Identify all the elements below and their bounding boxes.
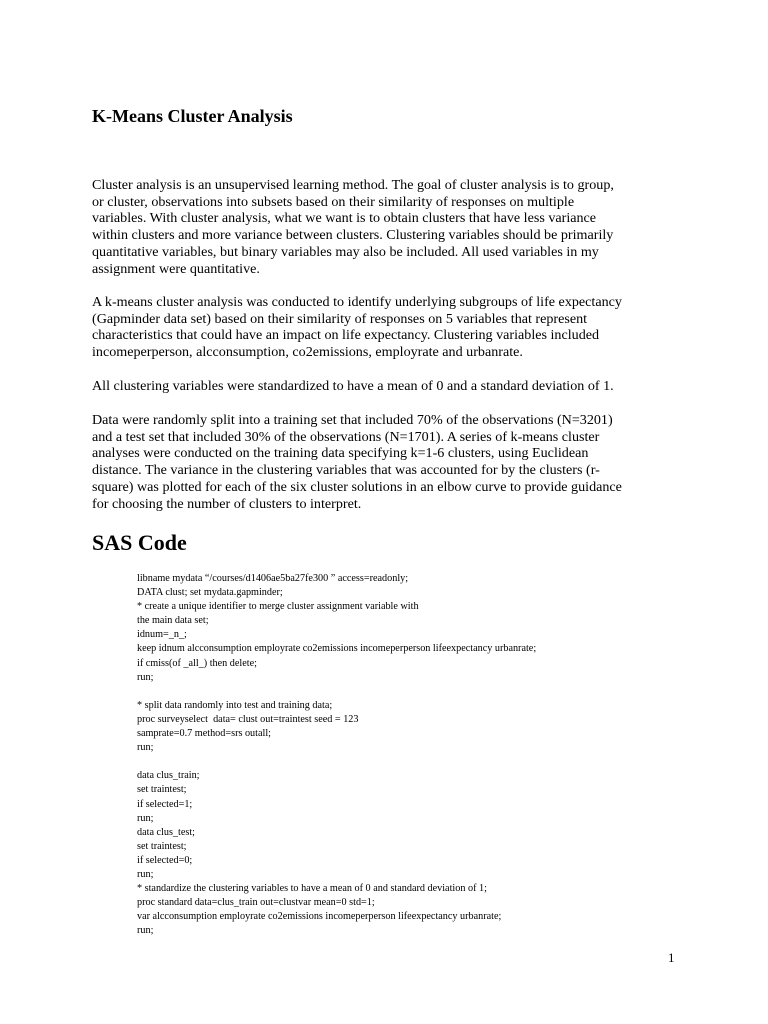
paragraph-line: incomeperperson, alcconsumption, co2emissions, employrate and urbanrate. [92, 344, 523, 361]
code-line: data clus_test; [137, 826, 195, 838]
paragraph-line: and a test set that included 30% of the observations (N=1701). A series of k-means cluster [92, 428, 600, 445]
code-line: run; [137, 868, 154, 880]
code-line [137, 685, 536, 699]
paragraph-method [92, 294, 692, 361]
code-line: idnum=_n_; [137, 629, 187, 641]
paragraph-line: within clusters and more variance between clusters. Clustering variables should be primarily [92, 227, 614, 244]
code-line: run; [137, 742, 154, 754]
paragraph-line: characteristics that could have an impact on life expectancy. Clustering variables included [92, 327, 600, 344]
paragraph-line: (Gapminder data set) based on their similarity of responses on 5 variables that represent [92, 310, 588, 327]
paragraph-line: variables. With cluster analysis, what we want is to obtain clusters that have less variance [92, 210, 597, 227]
code-line: data clus_train; [137, 770, 200, 782]
code-line: if selected=1; [137, 798, 193, 810]
code-line: if selected=0; [137, 854, 193, 866]
section-heading-sas-code: SAS Code [92, 530, 187, 555]
paragraph-line: square) was plotted for each of the six cluster solutions in an elbow curve to provide guidance [92, 478, 622, 495]
paragraph-line: analyses were conducted on the training data specifying k=1-6 clusters, using Euclidean [92, 445, 589, 462]
code-line: run; [137, 812, 154, 824]
paragraph-line: A k-means cluster analysis was conducted to identify underlying subgroups of life expectancy [92, 294, 622, 310]
code-line: the main data set; [137, 615, 209, 627]
code-line: libname mydata “/courses/d1406ae5ba27fe300 ” access=readonly; [137, 573, 409, 584]
code-line: set traintest; [137, 840, 187, 852]
code-line [137, 755, 536, 769]
paragraph-line: quantitative variables, but binary variables may also be included. All used variables in my [92, 243, 599, 260]
paragraph-line: Data were randomly split into a training set that included 70% of the observations (N=3201) [92, 412, 613, 428]
code-line: keep idnum alcconsumption employrate co2emissions incomeperperson lifeexpectancy urbanrate; [137, 643, 537, 655]
page-number: 1 [668, 950, 675, 965]
paragraph-standardization [92, 378, 692, 395]
code-line: run; [137, 671, 154, 683]
code-line: if cmiss(of _all_) then delete; [137, 657, 257, 669]
code-line: DATA clust; set mydata.gapminder; [137, 587, 283, 599]
code-line: run; [137, 925, 154, 937]
paragraph-line: All clustering variables were standardized to have a mean of 0 and a standard deviation of 1. [92, 378, 614, 394]
paragraph-data-split [92, 412, 692, 512]
sas-code-block [137, 572, 536, 938]
paragraph-line: distance. The variance in the clustering variables that was accounted for by the clusters (r- [92, 462, 600, 479]
code-line: * create a unique identifier to merge cluster assignment variable with [137, 601, 419, 613]
document-title: K-Means Cluster Analysis [92, 106, 293, 126]
paragraph-line: Cluster analysis is an unsupervised learning method. The goal of cluster analysis is to group, [92, 177, 614, 193]
code-line: samprate=0.7 method=srs outall; [137, 728, 271, 740]
code-line: proc surveyselect data= clust out=traintest seed = 123 [137, 713, 359, 725]
code-line: set traintest; [137, 784, 187, 796]
paragraph-intro [92, 177, 692, 277]
code-line: var alcconsumption employrate co2emissions incomeperperson lifeexpectancy urbanrate; [137, 911, 502, 923]
paragraph-line: for choosing the number of clusters to interpret. [92, 495, 362, 512]
paragraph-line: or cluster, observations into subsets based on their similarity of responses on multiple [92, 193, 575, 210]
code-line: proc standard data=clus_train out=clustvar mean=0 std=1; [137, 897, 375, 909]
code-line: * split data randomly into test and training data; [137, 699, 333, 711]
paragraph-line: assignment were quantitative. [92, 260, 260, 277]
code-line: * standardize the clustering variables to have a mean of 0 and standard deviation of 1; [137, 883, 487, 895]
